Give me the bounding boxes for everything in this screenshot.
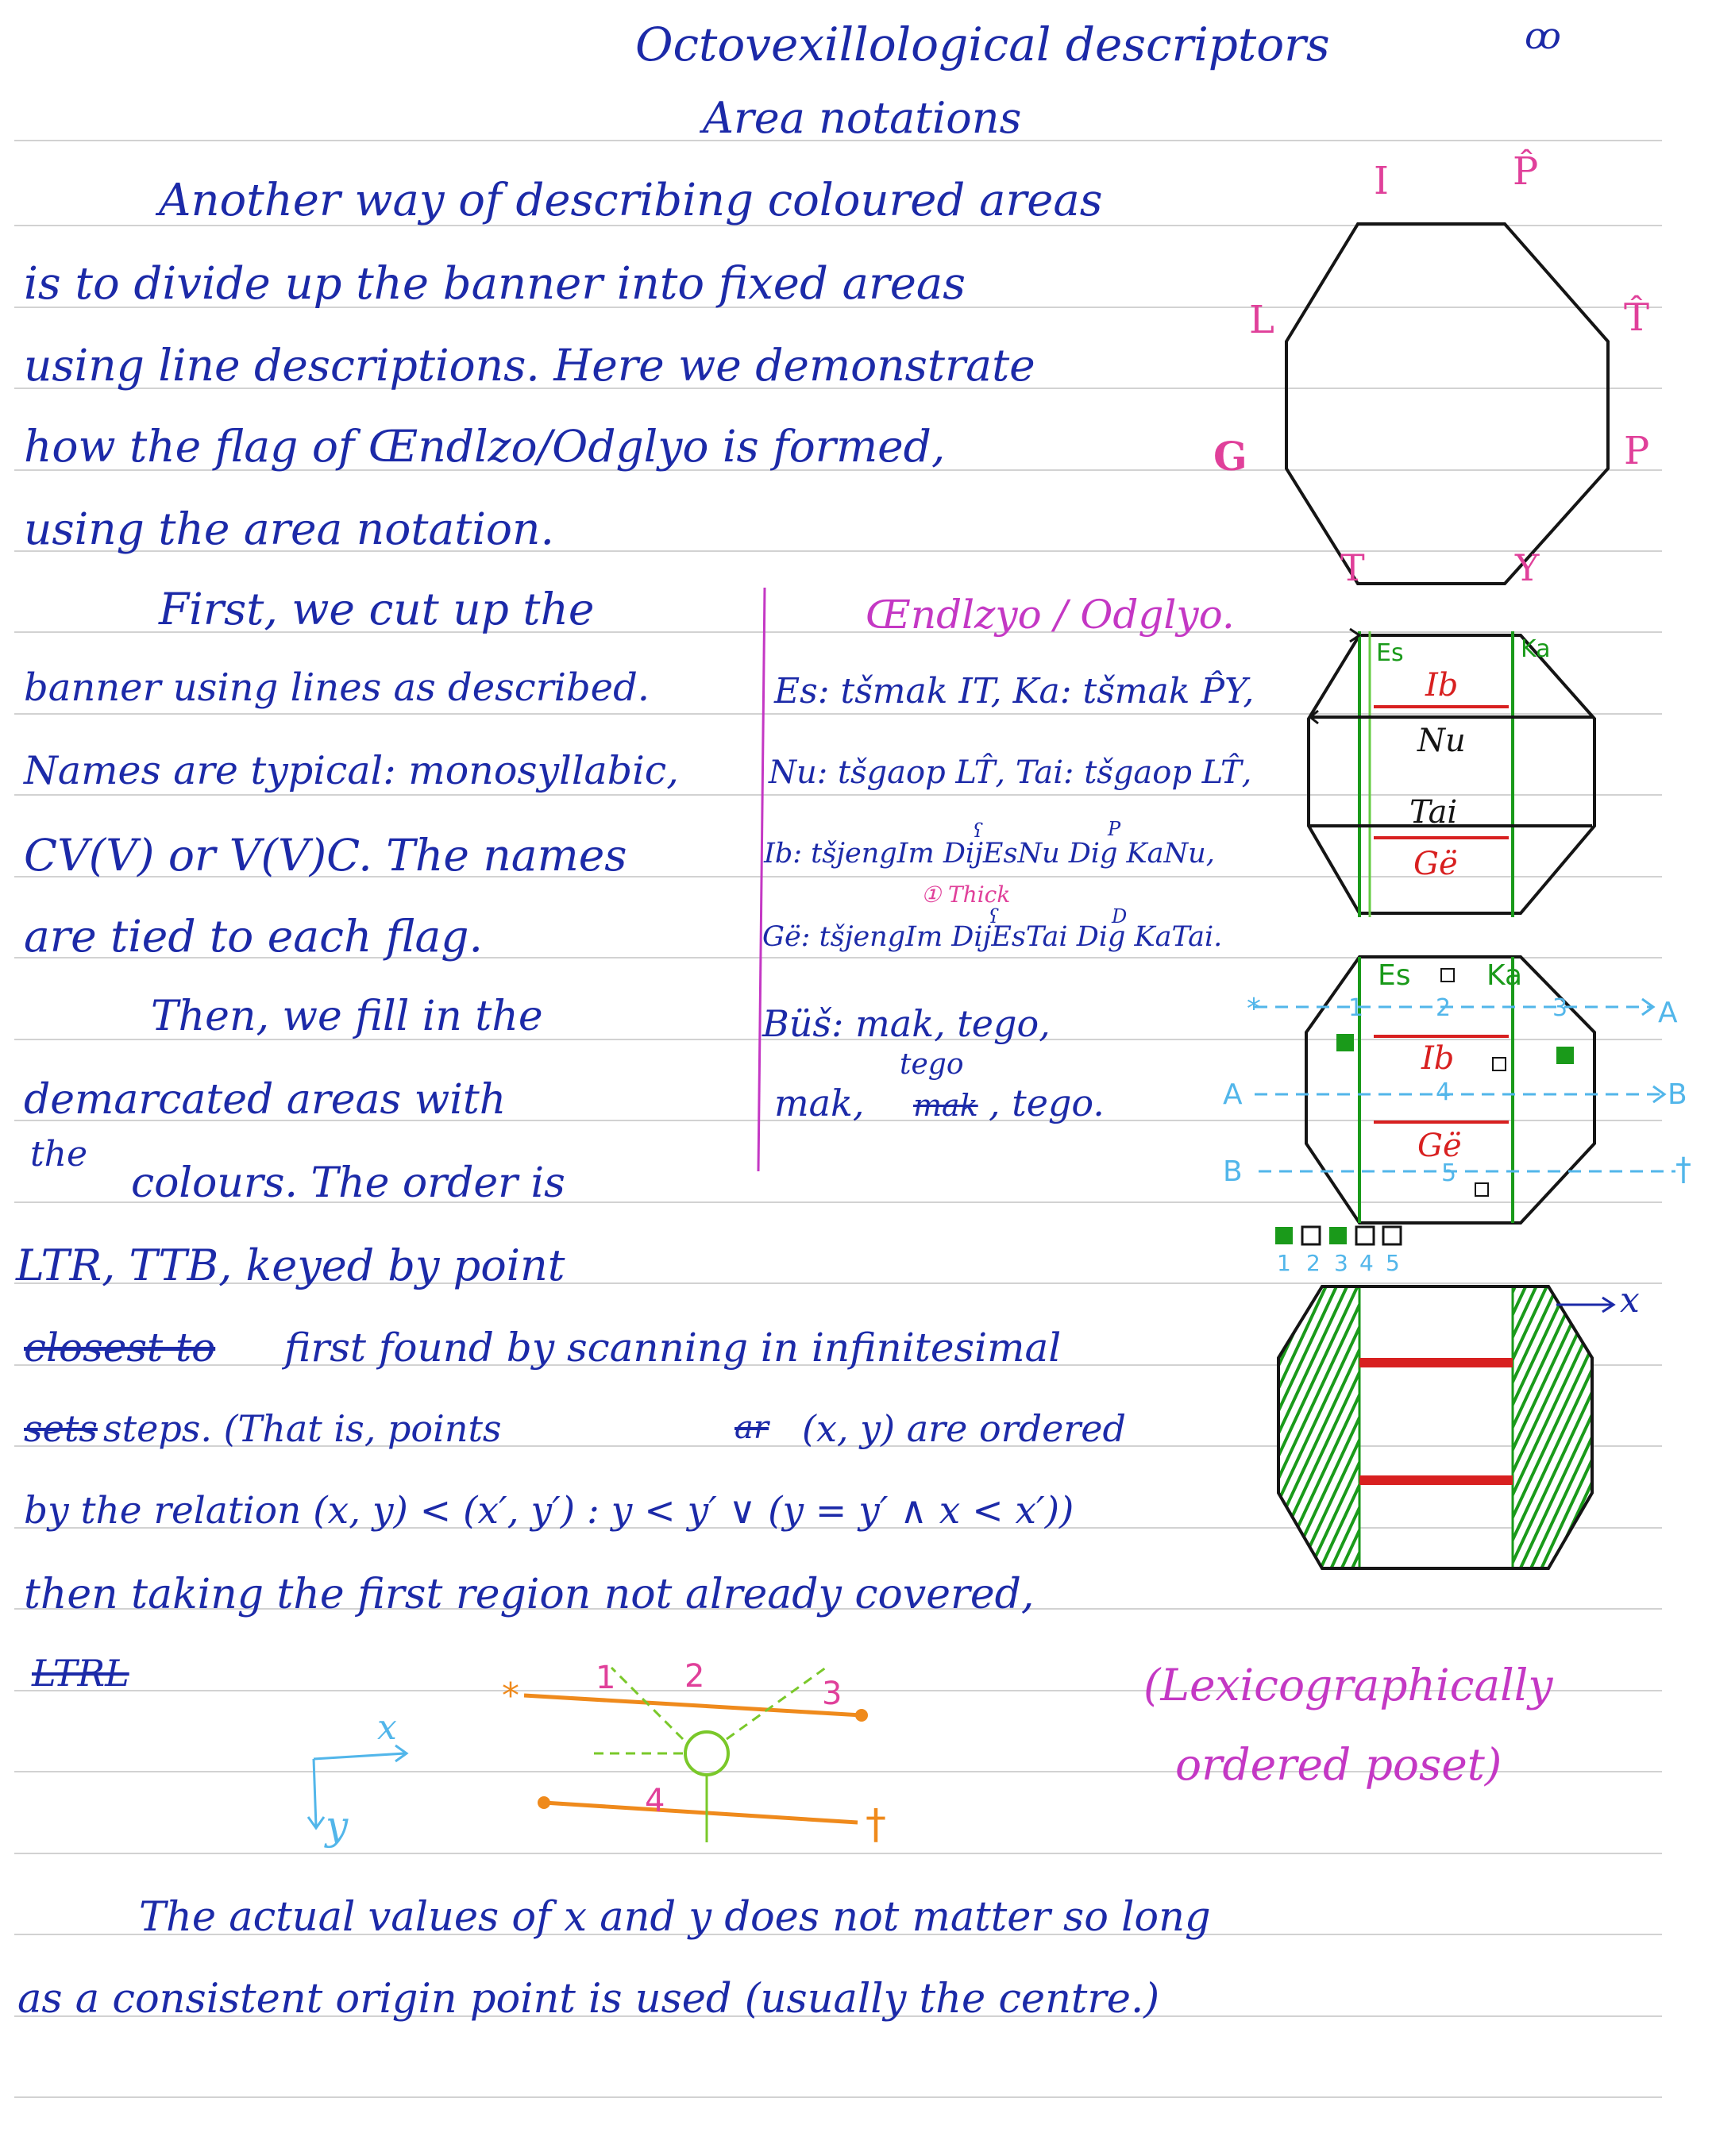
fig1-label: T [1340, 546, 1365, 589]
para3-line: Then, we fill in the [151, 993, 543, 1040]
fig3-number: 5 [1441, 1159, 1457, 1187]
fig1-label: P [1624, 429, 1650, 473]
scan-number: 4 [645, 1783, 665, 1819]
para2-line: are tied to each flag. [24, 911, 483, 962]
spec-line: Gë: tšjengIm DijEsTai Dig KaTai. [762, 921, 1223, 953]
page-title: Octovexillological descriptors [635, 17, 1330, 71]
spec-line: Büš: mak, tego, [762, 1002, 1051, 1045]
fig2-label: Tai [1409, 794, 1458, 831]
para3-strike: closest to [24, 1325, 216, 1371]
fig3-scan-mark: B [1223, 1155, 1243, 1188]
fig3-scan-mark: B [1668, 1078, 1687, 1111]
para2-line: CV(V) or V(V)C. The names [24, 830, 627, 881]
legend-number: 1 [1277, 1250, 1291, 1276]
poset-note-line: ordered poset) [1175, 1739, 1502, 1790]
fig3-scan-mark: A [1223, 1078, 1243, 1111]
fig1-label: P̂ [1513, 149, 1539, 194]
fig3-number: 4 [1436, 1078, 1452, 1106]
scan-number: 2 [684, 1658, 705, 1695]
para3-line: steps. (That is, points [103, 1407, 502, 1450]
spec-small-mark: D [1112, 905, 1128, 928]
fig3-label: Es [1378, 959, 1411, 992]
scan-number: 3 [822, 1676, 843, 1712]
spec-small-mark: ʕ [973, 820, 983, 842]
fig3-number: 2 [1436, 994, 1452, 1022]
fig1-label: T̂ [1624, 295, 1650, 340]
spec-line: Es: tšmak IT, Ka: tšmak P̂Y, [774, 671, 1255, 712]
para3-strike: ar [735, 1410, 769, 1446]
scan-end-mark: † [866, 1801, 886, 1849]
page-subtitle: Area notations [703, 93, 1022, 143]
para3-line: demarcated areas with [24, 1076, 507, 1124]
page-mark: ꝏ [1525, 14, 1561, 57]
fig1-label: G [1213, 433, 1247, 480]
fig1-label: L [1249, 298, 1274, 342]
legend-number: 3 [1334, 1250, 1348, 1276]
poset-note-line: (Lexicographically [1143, 1660, 1553, 1711]
footer-line: as a consistent origin point is used (usually the centre.) [17, 1976, 1160, 2023]
scan-axis-x: x [377, 1707, 397, 1748]
spec-line: Ib: tšjengIm DijEsNu Dig KaNu, [764, 838, 1215, 870]
fig3-scan-mark: * [1247, 993, 1261, 1025]
fig3-label: Gë [1417, 1128, 1462, 1164]
intro-line: using the area notation. [24, 503, 554, 554]
spec-title: Œndlzyo / Odglyo. [866, 592, 1235, 638]
intro-line: Another way of describing coloured areas [159, 175, 1103, 226]
para3-line: first found by scanning in infinitesimal [284, 1325, 1062, 1371]
spec-small-mark: P [1108, 818, 1121, 840]
para3-line: by the relation (x, y) < (x′, y′) : y < y′ ∨ (y = y′ ∧ x < x′)) [24, 1489, 1074, 1533]
intro-line: is to divide up the banner into fixed areas [24, 258, 966, 310]
fig1-label: I [1374, 159, 1389, 203]
footer-line: The actual values of x and y does not matter so long [139, 1894, 1211, 1941]
intro-line: how the flag of Œndlzo/Odglyo is formed, [24, 421, 946, 472]
intro-line: using line descriptions. Here we demonstrate [24, 340, 1035, 391]
para3-line: LTR, TTB, keyed by point [16, 1240, 565, 1290]
spec-tail: , tego. [989, 1082, 1105, 1124]
para3-line: then taking the first region not already covered, [24, 1571, 1035, 1618]
legend-number: 4 [1359, 1250, 1374, 1276]
spec-line: Nu: tšgaop LT̂, Tai: tšgaop LT̂, [769, 754, 1252, 791]
fig2-label: Nu [1417, 723, 1466, 759]
para2-line: banner using lines as described. [24, 665, 650, 710]
fig2-label: Ib [1425, 667, 1459, 704]
spec-line: mak, [774, 1082, 865, 1124]
fig2-label: Gë [1413, 846, 1458, 882]
spec-thick-note: ① Thick [921, 881, 1011, 908]
legend-number: 2 [1306, 1250, 1321, 1276]
fig3-scan-mark: † [1675, 1151, 1691, 1188]
fig2-label: Es [1376, 639, 1404, 667]
scan-number: 1 [596, 1660, 616, 1696]
para3-line: colours. The order is [131, 1159, 565, 1207]
fig1-label: Y [1515, 546, 1540, 589]
spec-above-word: tego [900, 1048, 964, 1081]
fig3-label: Ka [1486, 959, 1523, 992]
para3-line: (x, y) are ordered [802, 1407, 1126, 1450]
fig3-scan-mark: A [1658, 997, 1678, 1029]
para2-line: Names are typical: monosyllabic, [24, 748, 679, 793]
fig2-label: Ka [1521, 635, 1551, 663]
para3-line: the [30, 1134, 88, 1174]
para3-strike: LTRL [32, 1652, 129, 1695]
legend-number: 5 [1386, 1250, 1400, 1276]
spec-strike-word: mak [913, 1088, 978, 1123]
fig3-label: Ib [1421, 1040, 1455, 1077]
spec-small-mark: ʕ [989, 905, 999, 928]
scan-start-mark: * [502, 1676, 519, 1716]
para3-strike: sets [24, 1407, 98, 1450]
fig4-axis-label: x [1620, 1280, 1640, 1321]
fig3-number: 3 [1552, 994, 1568, 1022]
fig3-number: 1 [1348, 994, 1364, 1022]
scan-axis-y: y [326, 1803, 349, 1849]
para2-line: First, we cut up the [159, 584, 595, 634]
